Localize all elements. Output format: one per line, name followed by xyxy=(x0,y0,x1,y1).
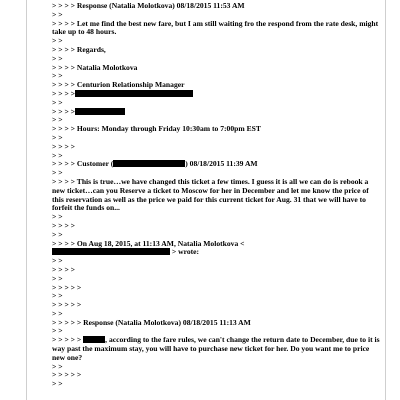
line-text: > > > > xyxy=(52,141,76,151)
document-line xyxy=(52,301,382,310)
line-text: > > xyxy=(52,36,63,46)
line-text: > > > > On Aug 18, 2015, at 11:13 AM, Natalia Molotkova < xyxy=(52,238,245,248)
page-right-edge xyxy=(385,0,386,400)
document-line xyxy=(52,20,382,38)
document-line xyxy=(52,125,382,134)
document-line xyxy=(52,64,382,73)
line-text: > > xyxy=(52,291,63,301)
document-line xyxy=(52,2,382,11)
line-text: > > xyxy=(52,308,63,318)
document-line xyxy=(52,266,382,275)
line-text: > > xyxy=(52,115,63,125)
document-line xyxy=(52,336,382,362)
line-text: > > > > > xyxy=(52,282,82,292)
document-line xyxy=(52,143,382,152)
document-line xyxy=(52,284,382,293)
line-text: > > > > This is true…we have changed this ticket a few times. I guess it is all we can do is rebook a new ticket…can you Reserve a ticket to Moscow for her in December and let me know the price of this reservation as well as the price we paid for this current ticket for Aug. 31 that we will have to forfeit the funds on... xyxy=(52,176,369,213)
document-line xyxy=(52,134,382,143)
line-text: > > xyxy=(52,71,63,81)
line-text: > > xyxy=(52,229,63,239)
line-text: > > > > > xyxy=(52,300,82,310)
line-text: > > > > > Response (Natalia Molotkova) 08/18/2015 11:13 AM xyxy=(52,317,251,327)
document-line xyxy=(52,160,382,169)
document-line xyxy=(52,240,382,249)
document-line xyxy=(52,81,382,90)
redaction-block xyxy=(75,108,125,115)
line-text: > > xyxy=(52,379,63,389)
document-line xyxy=(52,90,382,99)
line-text: > > > > Hours: Monday through Friday 10:30am to 7:00pm EST xyxy=(52,124,261,134)
document-line xyxy=(52,319,382,328)
document-line xyxy=(52,222,382,231)
line-text: > > xyxy=(52,132,63,142)
document-line xyxy=(52,275,382,284)
line-text: > > xyxy=(52,212,63,222)
line-text: , according to the fare rules, we can't change the return date to December, due to it is way past the maximum stay, you will have to purchase new ticket for her. Do you want me to price new one? xyxy=(52,335,380,362)
line-text: ) 08/18/2015 11:39 AM xyxy=(185,159,258,169)
line-text: > > > > Customer ( xyxy=(52,159,114,169)
document-line xyxy=(52,380,382,389)
line-text: > > > > Response (Natalia Molotkova) 08/18/2015 11:53 AM xyxy=(52,1,245,10)
page-left-edge xyxy=(26,0,27,400)
document-line xyxy=(52,292,382,301)
redaction-block xyxy=(52,248,170,255)
line-text: > > > > xyxy=(52,88,76,98)
line-text: > > xyxy=(52,9,63,19)
redaction-block xyxy=(113,160,185,167)
redaction-block xyxy=(83,336,105,343)
line-text: > > > > Natalia Molotkova xyxy=(52,62,138,72)
document-line xyxy=(52,99,382,108)
line-text: > > xyxy=(52,168,63,178)
line-text: > > > > Centurion Relationship Manager xyxy=(52,80,185,90)
document-line xyxy=(52,46,382,55)
line-text: > wrote: xyxy=(171,247,200,257)
email-thread-document xyxy=(52,2,382,389)
document-line xyxy=(52,371,382,380)
line-text: > > xyxy=(52,53,63,63)
document-line xyxy=(52,248,382,257)
document-line xyxy=(52,178,382,213)
document-line xyxy=(52,108,382,117)
line-text: > > > > xyxy=(52,264,76,274)
line-text: > > > > xyxy=(52,220,76,230)
line-text: > > > > Let me find the best new fare, but I am still waiting fro the respond from the rate desk, might take up to 48 hours. xyxy=(52,18,379,37)
line-text: > > xyxy=(52,361,63,371)
line-text: > > > > Regards, xyxy=(52,44,106,54)
line-text: > > xyxy=(52,256,63,266)
line-text: > > > > xyxy=(52,106,76,116)
redaction-block xyxy=(75,90,193,97)
line-text: > > xyxy=(52,97,63,107)
document-line xyxy=(52,257,382,266)
document-line xyxy=(52,363,382,372)
line-text: > > xyxy=(52,273,63,283)
line-text: > > > > > xyxy=(52,370,82,380)
line-text: > > > > > xyxy=(52,335,82,345)
line-text: > > xyxy=(52,326,63,336)
line-text: > > xyxy=(52,150,63,160)
document-line xyxy=(52,213,382,222)
